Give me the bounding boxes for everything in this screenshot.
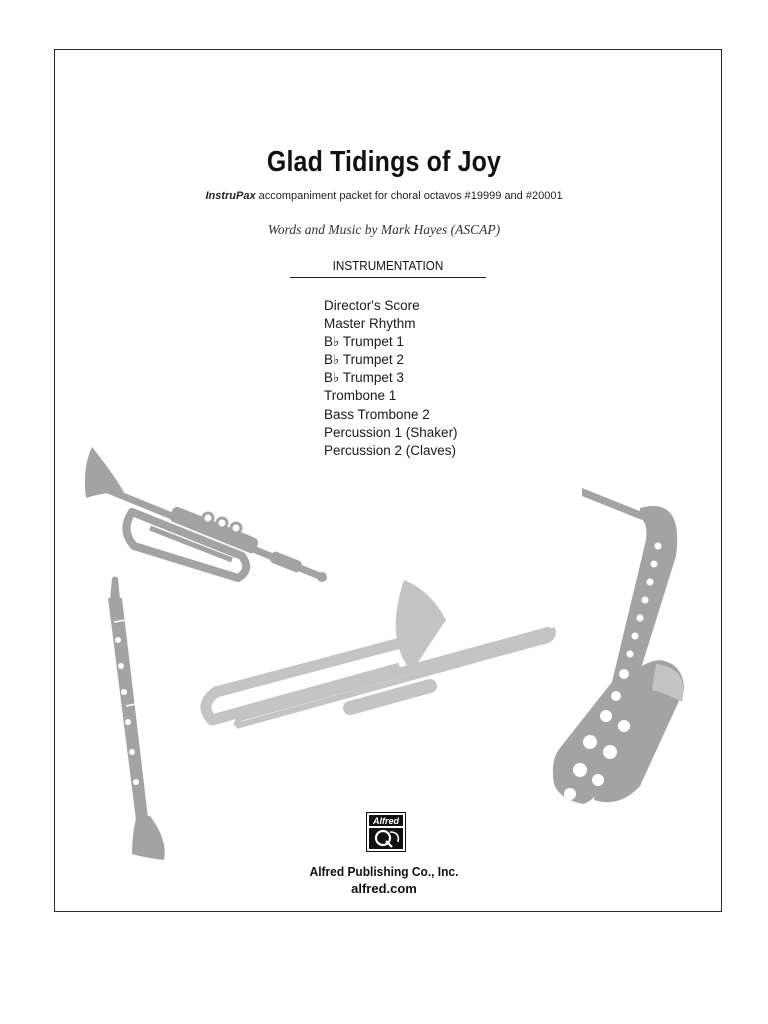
subtitle-text: accompaniment packet for choral octavos #19999 and #20001	[255, 190, 563, 202]
list-item: Master Rhythm	[324, 316, 416, 332]
list-item: B♭ Trumpet 1	[324, 334, 404, 350]
trumpet-icon	[85, 447, 327, 582]
list-item: Director's Score	[324, 298, 420, 313]
logo-text: Alfred	[372, 816, 400, 826]
credits: Words and Music by Mark Hayes (ASCAP)	[267, 222, 501, 237]
list-item: Trombone 1	[324, 388, 397, 404]
trombone-icon	[206, 580, 553, 726]
subtitle-brand: InstruPax	[205, 190, 256, 202]
page-title: Glad Tidings of Joy	[266, 146, 502, 178]
instrumentation-heading: INSTRUMENTATION	[332, 258, 444, 273]
list-item: B♭ Trumpet 3	[324, 370, 404, 386]
alfred-logo	[366, 812, 406, 852]
list-item: Percussion 1 (Shaker)	[324, 424, 458, 440]
publisher-website: alfred.com	[351, 881, 417, 896]
list-item: B♭ Trumpet 2	[324, 352, 404, 368]
list-item: Percussion 2 (Claves)	[324, 442, 457, 458]
clarinet-icon	[108, 577, 165, 861]
list-item: Bass Trombone 2	[324, 406, 430, 422]
publisher-name: Alfred Publishing Co., Inc.	[309, 864, 459, 879]
saxophone-icon	[553, 488, 684, 804]
